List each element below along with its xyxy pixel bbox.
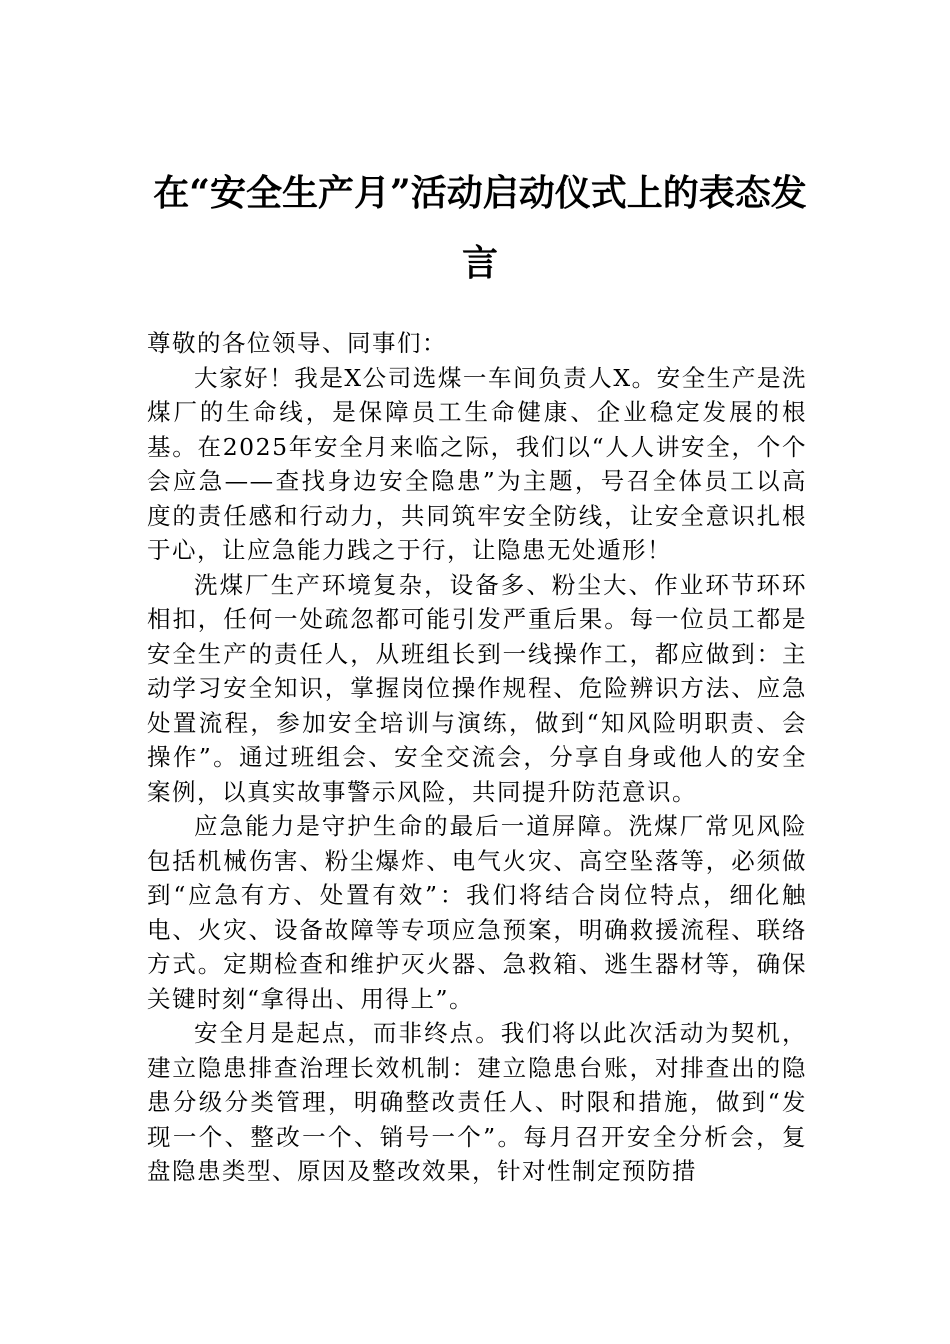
salutation: 尊敬的各位领导、同事们： bbox=[147, 329, 447, 357]
paragraph-responsibility: 洗煤厂生产环境复杂，设备多、粉尘大、作业环节环环相扣，任何一处疏忽都可能引发严重后果。每一位员工都是安全生产的责任人，从班组长到一线操作工，都应做到：主动学习安全知识，掌握岗位操作规程、危险辨识方法、应急处置流程，参加安全培训与演练，做到“知风险明职责、会操作”。通过班组会、安全交流会，分享自身或他人的安全案例，以真实故事警示风险，共同提升防范意识。 bbox=[147, 570, 807, 806]
paragraph-emergency: 应急能力是守护生命的最后一道屏障。洗煤厂常见风险包括机械伤害、粉尘爆炸、电气火灾、高空坠落等，必须做到“应急有方、处置有效”：我们将结合岗位特点，细化触电、火灾、设备故障等专项应急预案，明确救援流程、联络方式。定期检查和维护灭火器、急救箱、逃生器材等，确保关键时刻“拿得出、用得上”。 bbox=[147, 812, 807, 1013]
paragraph-mechanism: 安全月是起点，而非终点。我们将以此次活动为契机，建立隐患排查治理长效机制：建立隐患台账，对排查出的隐患分级分类管理，明确整改责任人、时限和措施，做到“发现一个、整改一个、销号一个”。每月召开安全分析会，复盘隐患类型、原因及整改效果，针对性制定预防措 bbox=[147, 1019, 807, 1185]
document-title: 在“安全生产月”活动启动仪式上的表态发言 bbox=[153, 172, 807, 284]
document-body bbox=[147, 326, 807, 1189]
paragraph-intro: 大家好！我是X公司选煤一车间负责人X。安全生产是洗煤厂的生命线，是保障员工生命健康、企业稳定发展的根基。在2025年安全月来临之际，我们以“人人讲安全，个个会应急——查找身边安全隐患”为主题，号召全体员工以高度的责任感和行动力，共同筑牢安全防线，让安全意识扎根于心，让应急能力践之于行，让隐患无处遁形！ bbox=[147, 363, 807, 564]
